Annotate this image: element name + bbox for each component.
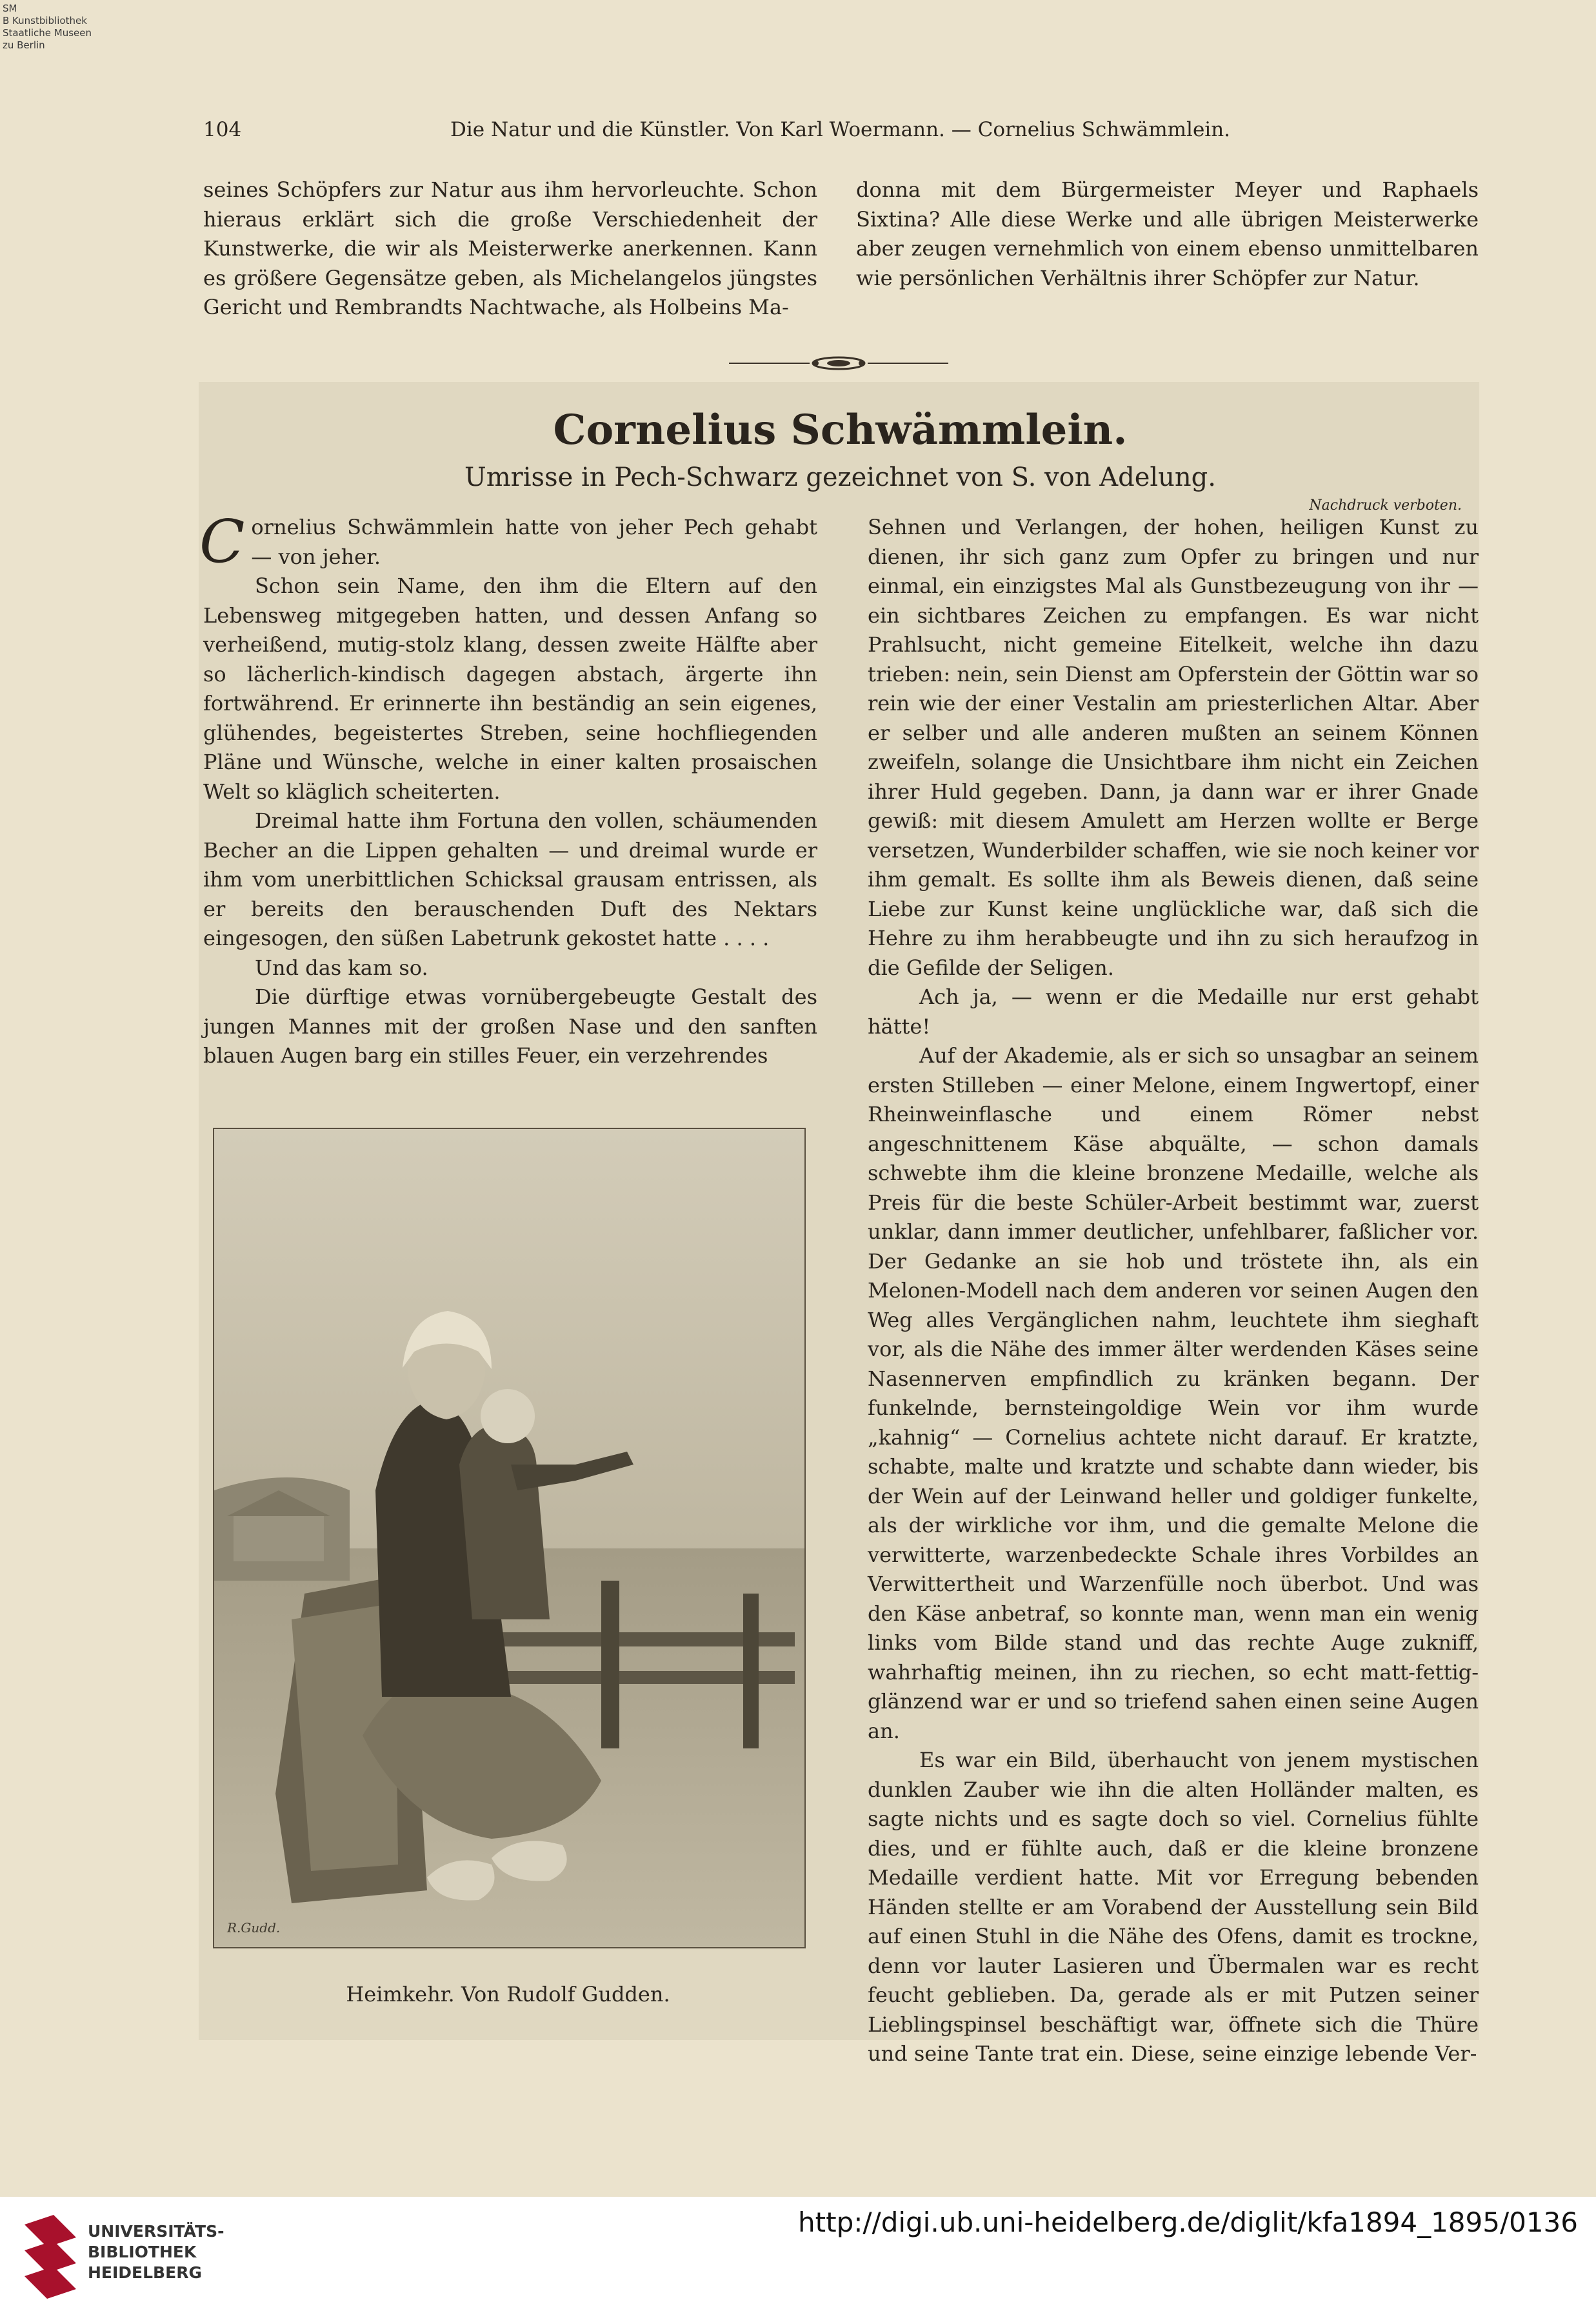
paragraph: Dreimal hatte ihm Fortuna den vollen, schäumenden Becher an die Lippen gehalten — und dreimal wurde er ihm vom unerbittlichen Schicksal grausam entrissen, als er bereits den berauschenden Duft des Nektars eingesogen, den süßen Labetrunk gekostet hatte . . . . bbox=[203, 808, 817, 950]
university-library-logo-icon bbox=[18, 2212, 83, 2302]
stamp-line: zu Berlin bbox=[3, 39, 45, 51]
paragraph: Und das kam so. bbox=[255, 955, 428, 980]
illustration-caption: Heimkehr. Von Rudolf Gudden. bbox=[346, 1982, 670, 2006]
paragraph: seines Schöpfers zur Natur aus ihm hervorleuchte. Schon hieraus erklärt sich die große Verschiedenheit der Kunstwerke, die wir als Meisterwerke anerkennen. Kann es größere Gegensätze geben, als Michelangelos jüngstes Gericht und Rembrandts Nachtwache, als Holbeins Ma- bbox=[203, 177, 817, 319]
ornamental-divider bbox=[729, 354, 948, 373]
library-name[interactable] bbox=[88, 2221, 224, 2283]
story-right-column bbox=[868, 513, 1479, 2069]
page-number: 104 bbox=[203, 118, 242, 141]
paragraph: Es war ein Bild, überhaucht von jenem mystischen dunklen Zauber wie ihn die alten Holländer malten, es sagte nichts und es sagte doch so viel. Cornelius fühlte dies, und er fühlte auch, daß er die kleine bronzene Medaille verdient hatte. Mit vor Erregung bebenden Händen stellte er am Vorabend der Ausstellung sein Bild auf einen Stuhl in die Nähe des Ofens, damit es trockne, denn vor lauter Lasieren und Übermalen war es recht feucht geblieben. Da, gerade als er mit Putzen seiner Lieblingspinsel beschäftigt war, öffnete sich die Thüre und seine Tante trat ein. Diese, seine einzige lebende Ver- bbox=[868, 1748, 1479, 2066]
stamp-line: SM bbox=[3, 3, 17, 14]
opening-text: ornelius Schwämmlein hatte von jeher Pech gehabt — von jeher. bbox=[251, 515, 817, 569]
story-subtitle: Umrisse in Pech-Schwarz gezeichnet von S. von Adelung. bbox=[464, 463, 1217, 492]
drop-cap: C bbox=[199, 507, 245, 576]
paragraph: Sehnen und Verlangen, der hohen, heiligen Kunst zu dienen, ihr sich ganz zum Opfer zu bringen und nur einmal, ein einzigstes Mal als Gunstbezeugung von ihr — ein sichtbares Zeichen zu empfangen. Es war nicht Prahlsucht, nicht gemeine Eitelkeit, welche ihn dazu trieben: nein, sein Dienst am Opferstein der Göttin war so rein wie der einer Vestalin am priesterlichen Altar. Aber er selber und alle anderen mußten an seinem Können zweifeln, solange die Unsichtbare ihm nicht ein Zeichen ihrer Huld gegeben. Dann, ja dann war er ihrer Gnade gewiß: mit diesem Amulett am Herzen wollte er Berge versetzen, Wunderbilder schaffen, wie sie noch keiner vor ihm gemalt. Es sollte ihm als Beweis dienen, daß seine Liebe zur Kunst keine unglückliche war, daß sich die Hehre zu ihm herabbeugte und ihn zu sich heraufzog in die Gefilde der Seligen. bbox=[868, 515, 1479, 980]
running-title: Die Natur und die Künstler. Von Karl Woermann. — Cornelius Schwämmlein. bbox=[450, 118, 1231, 141]
logo-line: BIBLIOTHEK bbox=[88, 2243, 197, 2261]
logo-line: HEIDELBERG bbox=[88, 2263, 202, 2282]
paragraph bbox=[199, 507, 817, 576]
rights-notice: Nachdruck verboten. bbox=[1309, 497, 1462, 514]
story-left-column bbox=[199, 507, 817, 1071]
stamp-line: B Kunstbibliothek bbox=[3, 15, 87, 26]
article-end-left-column bbox=[203, 175, 817, 323]
illustration-heimkehr bbox=[213, 1128, 806, 1948]
paragraph: donna mit dem Bürgermeister Meyer und Raphaels Sixtina? Alle diese Werke und alle übrigen Meisterwerke aber zeugen vernehmlich von einem ebenso unmittelbaren wie persönlichen Verhältnis ihrer Schöpfer zur Natur. bbox=[856, 177, 1479, 290]
artist-signature: R.Gudd. bbox=[227, 1920, 281, 1936]
story-title: Cornelius Schwämmlein. bbox=[553, 406, 1128, 454]
permalink-url[interactable]: http://digi.ub.uni-heidelberg.de/diglit/kfa1894_1895/0136 bbox=[798, 2206, 1578, 2238]
stamp-line: Staatliche Museen bbox=[3, 27, 92, 39]
article-end-right-column bbox=[856, 175, 1479, 293]
paragraph: Die dürftige etwas vornübergebeugte Gestalt des jungen Mannes mit der großen Nase und den sanften blauen Augen barg ein stilles Feuer, ein verzehrendes bbox=[203, 985, 817, 1068]
paragraph: Schon sein Name, den ihm die Eltern auf den Lebensweg mitgegeben hatten, und dessen Anfang so verheißend, mutig-stolz klang, dessen zweite Hälfte aber so lächerlich-kindisch dagegen abstach, ärgerte ihn fortwährend. Er erinnerte ihn beständig an sein eigenes, glühendes, begeistertes Streben, seine hochfliegenden Pläne und Wünsche, welche in einer kalten prosaischen Welt so kläglich scheiterten. bbox=[203, 574, 817, 804]
running-header bbox=[203, 114, 1477, 146]
paragraph: Auf der Akademie, als er sich so unsagbar an seinem ersten Stilleben — einer Melone, einem Ingwertopf, einer Rheinweinflasche und einem Römer nebst angeschnittenem Käse abquälte, — schon damals schwebte ihm die kleine bronzene Medaille, welche als Preis für die beste Schüler-Arbeit bestimmt war, zuerst unklar, dann immer deutlicher, unfehlbarer, faßlicher vor. Der Gedanke an sie hob und tröstete ihn, als ein Melonen-Modell nach dem anderen vor seinen Augen den Weg alles Vergänglichen nahm, leuchtete ihm sieghaft vor, als die Nähe des immer älter werdenden Käses seine Nasennerven empfindlich zu kränken begann. Der funkelnde, bernsteingoldige Wein vor ihm wurde „kahnig“ — Cornelius achtete nicht darauf. Er kratzte, schabte, malte und kratzte und schabte dann wieder, bis der Wein auf der Leinwand heller und goldiger funkelte, als der wirkliche vor ihm, und die gemalte Melone die verwitterte, warzenbedeckte Schale ihres Vorbildes an Verwittertheit und Warzenfülle noch überbot. Und was den Käse anbetraf, so konnte man, wenn man ein wenig links vom Bilde stand und das rechte Auge zukniff, wahrhaftig meinen, ihn zu riechen, so echt matt-fettig-glänzend war er und so triefend sahen einen seine Augen an. bbox=[868, 1043, 1479, 1743]
paragraph: Ach ja, — wenn er die Medaille nur erst gehabt hätte! bbox=[868, 985, 1479, 1039]
illustration-drawing bbox=[214, 1129, 804, 1947]
library-stamp bbox=[3, 3, 92, 52]
logo-line: UNIVERSITÄTS- bbox=[88, 2222, 224, 2241]
